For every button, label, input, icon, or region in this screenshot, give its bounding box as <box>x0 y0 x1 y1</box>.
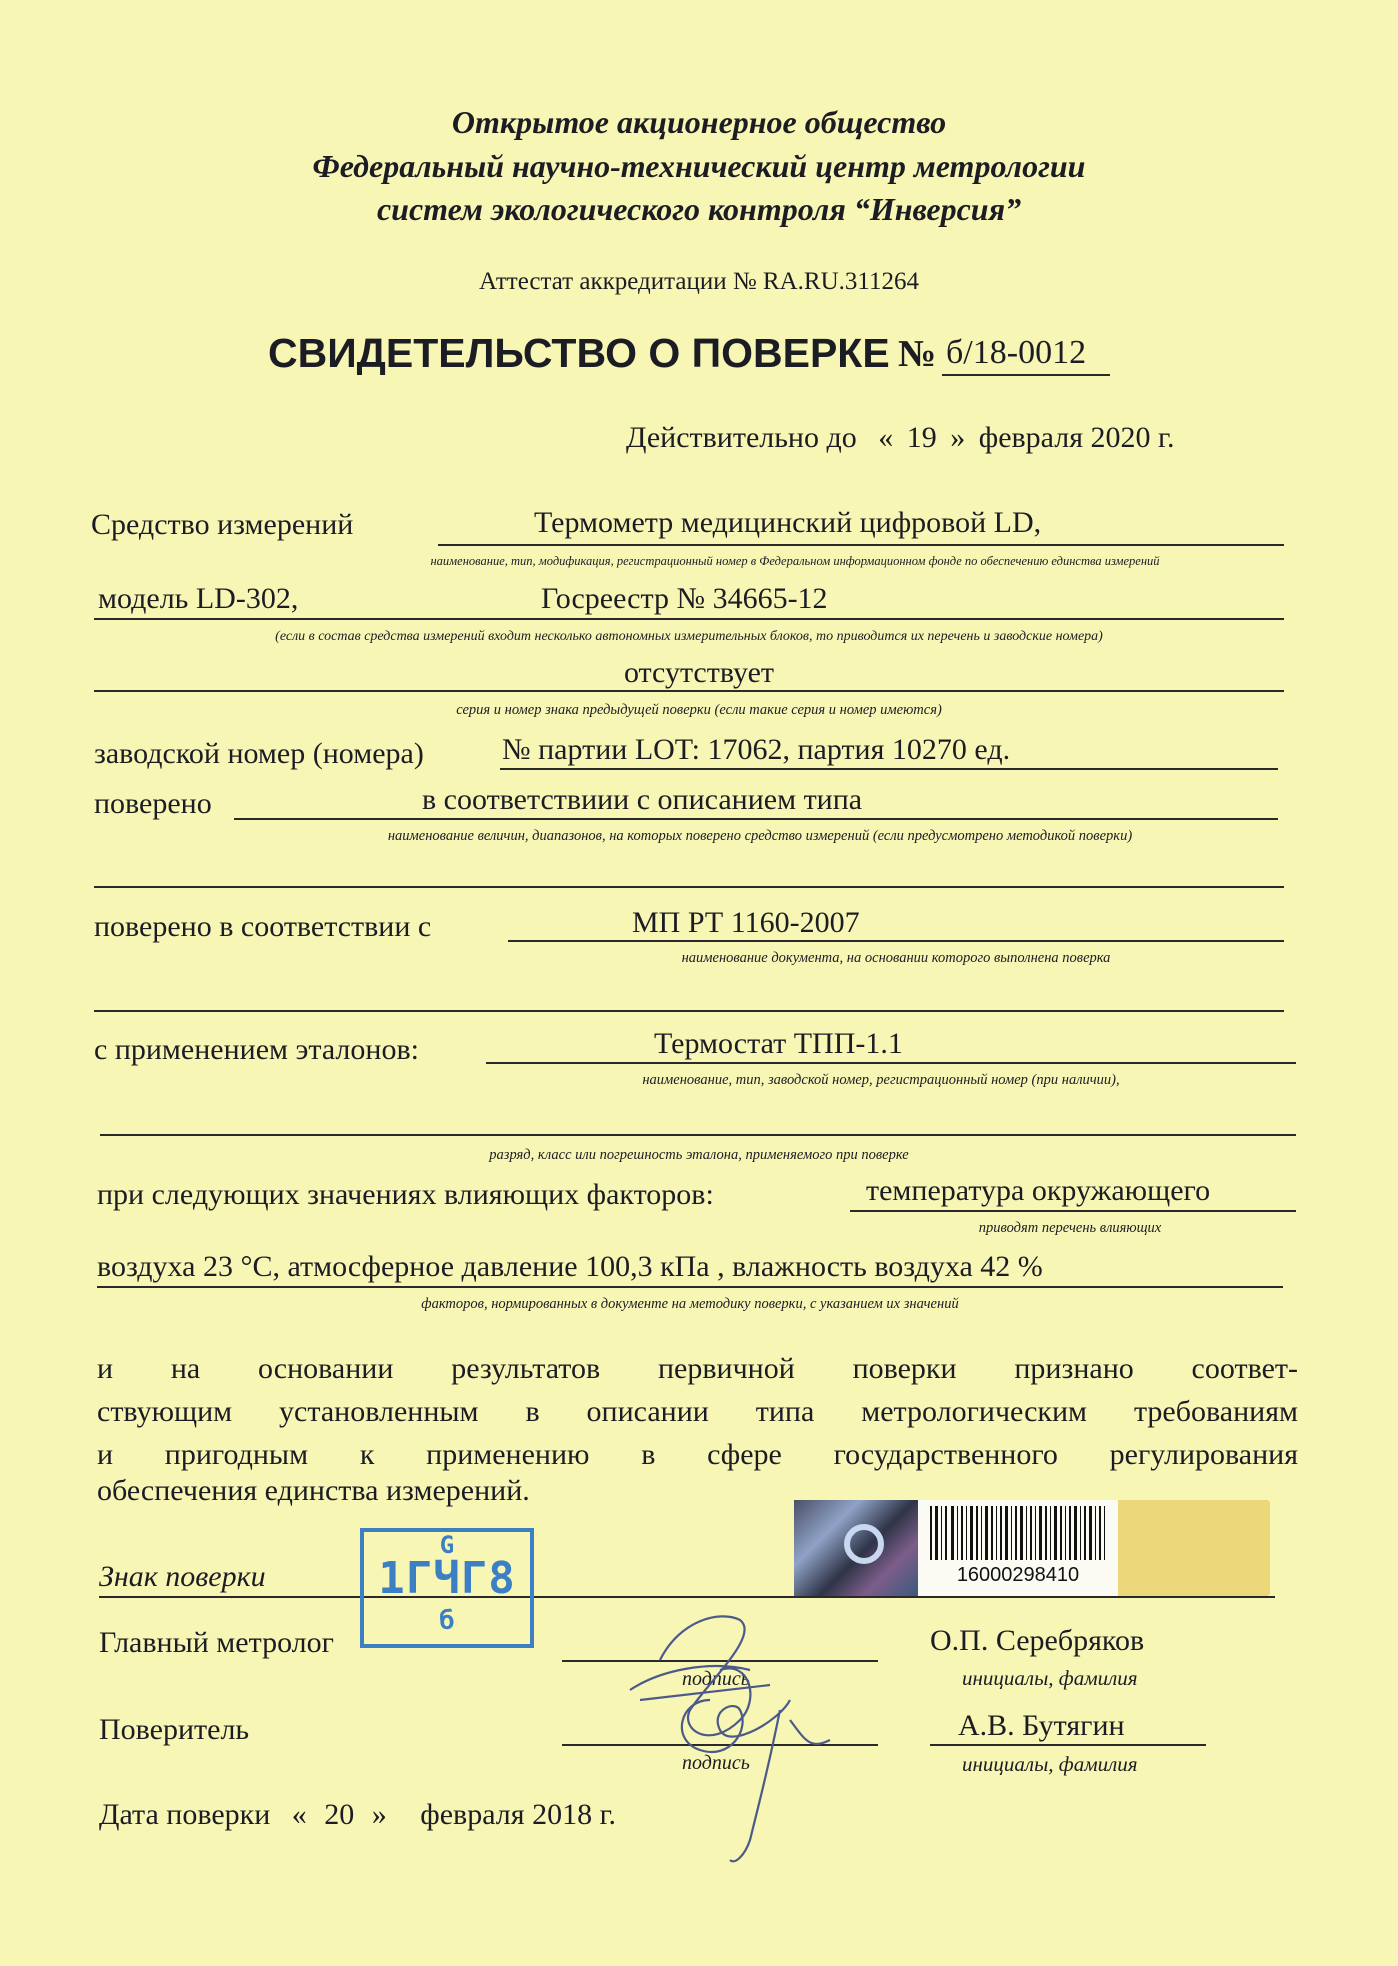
validity-date: Действительно до « 19 » февраля 2020 г. <box>626 421 1175 454</box>
verified-label: поверено <box>94 787 212 820</box>
method-value: МП РТ 1160-2007 <box>632 906 860 939</box>
previous-mark-value: отсутствует <box>623 656 775 689</box>
chief-name-hint: инициалы, фамилия <box>962 1666 1138 1690</box>
method-label: поверено в соответствии с <box>94 910 432 943</box>
verified-value: в соответствиии с описанием типа <box>422 783 863 816</box>
instrument-model: модель LD-302, <box>98 582 299 615</box>
conclusion-line-3: и пригодным к применению в сфере государственного регулирования <box>97 1438 1298 1471</box>
conditions-value-1: температура окружающего <box>866 1174 1211 1207</box>
verified-hint: наименование величин, диапазонов, на которых поверено средство измерений (если предусмотрено методикой поверки) <box>387 828 1133 844</box>
certificate-title: СВИДЕТЕЛЬСТВО О ПОВЕРКЕ <box>268 330 890 376</box>
chief-sign-hint: подпись <box>682 1668 750 1690</box>
conditions-label: при следующих значениях влияющих факторов: <box>97 1178 714 1211</box>
method-hint: наименование документа, на основании которого выполнена поверка <box>681 950 1111 966</box>
standards-hint-2: разряд, класс или погрешность эталона, применяемого при поверке <box>489 1147 909 1163</box>
standards-value: Термостат ТПП-1.1 <box>654 1027 903 1060</box>
sticker-code: 16000298410 <box>956 1564 1080 1586</box>
serial-label: заводской номер (номера) <box>94 737 424 770</box>
instrument-value: Термометр медицинский цифровой LD, <box>534 506 1042 539</box>
instrument-hint-2: (если в состав средства измерений входит несколько автономных измерительных блоков, то приводится их перечень и заводские номера) <box>275 629 1103 644</box>
number-prefix: № <box>898 333 937 375</box>
conditions-value-2: воздуха 23 °С, атмосферное давление 100,3 кПа , влажность воздуха 42 % <box>97 1250 1043 1283</box>
instrument-registry: Госреестр № 34665-12 <box>541 582 828 615</box>
verifier-label: Поверитель <box>99 1713 250 1746</box>
instrument-hint: наименование, тип, модификация, регистрационный номер в Федеральном информационном фонде по обеспечению единства измерений <box>430 554 1160 568</box>
accreditation: Аттестат аккредитации № RA.RU.311264 <box>479 268 919 295</box>
conclusion-line-1: и на основании результатов первичной поверки признано соответ- <box>97 1352 1298 1385</box>
verifier-name-hint: инициалы, фамилия <box>962 1752 1138 1776</box>
verification-stamp: G 1ГЧГ8 б <box>360 1528 534 1648</box>
standards-label: с применением эталонов: <box>94 1033 419 1066</box>
standards-hint: наименование, тип, заводской номер, регистрационный номер (при наличии), <box>642 1072 1120 1088</box>
date-label: Дата поверки <box>99 1798 271 1831</box>
chief-label: Главный метролог <box>99 1626 334 1659</box>
org-line-2: Федеральный научно-технический центр метрологии <box>312 148 1086 184</box>
hologram-sticker <box>794 1500 1270 1596</box>
certificate-number: б/18-0012 <box>946 334 1087 371</box>
validity-label: Действительно до <box>626 421 857 454</box>
org-line-3: систем экологического контроля “Инверсия” <box>376 191 1022 227</box>
signature-verifier <box>640 1640 860 1880</box>
hologram-emblem-icon <box>844 1524 884 1564</box>
chief-name: О.П. Серебряков <box>930 1624 1145 1657</box>
verifier-name: А.В. Бутягин <box>958 1709 1125 1742</box>
validity-day: 19 <box>906 421 937 454</box>
conditions-hint-2: факторов, нормированных в документе на методику поверки, с указанием их значений <box>421 1296 959 1312</box>
date-day: 20 <box>324 1798 355 1831</box>
instrument-label: Средство измерений <box>91 508 354 541</box>
verification-date: Дата поверки « 20 » февраля 2018 г. <box>99 1798 616 1831</box>
org-line-1: Открытое акционерное общество <box>451 104 947 140</box>
previous-mark-hint: серия и номер знака предыдущей поверки (если такие серия и номер имеются) <box>456 702 942 718</box>
date-month-year: февраля 2018 г. <box>420 1798 616 1831</box>
mark-label: Знак поверки <box>99 1560 266 1593</box>
conclusion-line-2: ствующим установленным в описании типа метрологическим требованиям <box>97 1395 1298 1428</box>
serial-value: № партии LOT: 17062, партия 10270 ед. <box>502 733 1011 766</box>
validity-month-year: февраля 2020 г. <box>978 421 1175 454</box>
verifier-sign-hint: подпись <box>682 1752 750 1774</box>
conditions-hint-1: приводят перечень влияющих <box>978 1220 1162 1236</box>
conclusion-line-4: обеспечения единства измерений. <box>97 1474 530 1507</box>
